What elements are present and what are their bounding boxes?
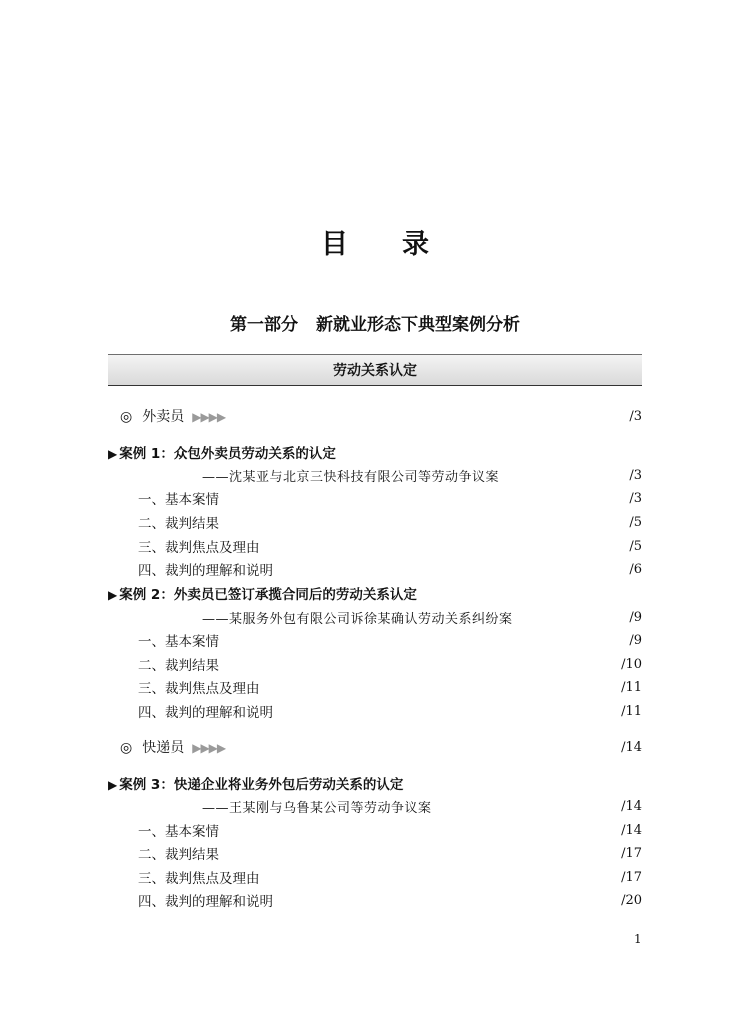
- toc-item[interactable]: [108, 866, 642, 888]
- item-label: 一、基本案情: [138, 492, 219, 508]
- page-number: /3: [629, 408, 642, 424]
- case-title: 案例 1：众包外卖员劳动关系的认定: [119, 446, 336, 462]
- case-subtitle: ——某服务外包有限公司诉徐某确认劳动关系纠纷案: [202, 611, 513, 627]
- page-number: /14: [621, 739, 642, 755]
- double-circle-icon: ◎: [120, 409, 133, 425]
- toc-case-1[interactable]: [108, 441, 642, 463]
- toc-case-3-subtitle[interactable]: [108, 795, 642, 817]
- toc-case-2-subtitle[interactable]: [108, 606, 642, 628]
- item-label: 一、基本案情: [138, 634, 219, 650]
- case-subtitle: ——沈某亚与北京三快科技有限公司等劳动争议案: [202, 469, 500, 485]
- toc-item[interactable]: [108, 842, 642, 864]
- toc-item[interactable]: [108, 653, 642, 675]
- toc-item[interactable]: [108, 535, 642, 557]
- section-name: 劳动关系认定: [333, 363, 417, 379]
- title-char-1: 目: [321, 229, 348, 260]
- triangle-right-icon: ▶: [108, 778, 118, 792]
- page-number: /5: [629, 538, 642, 554]
- item-label: 四、裁判的理解和说明: [138, 563, 273, 579]
- page-number: /20: [621, 892, 642, 908]
- item-label: 三、裁判焦点及理由: [138, 681, 260, 697]
- case-title: 案例 2：外卖员已签订承揽合同后的劳动关系认定: [119, 587, 417, 603]
- item-label: 四、裁判的理解和说明: [138, 894, 273, 910]
- triangle-right-icon: ▶: [108, 588, 118, 602]
- folio-page-number: 1: [634, 932, 642, 946]
- toc-group-delivery-rider[interactable]: [108, 405, 642, 427]
- arrow-triangles-icon: ▶▶▶▶: [192, 410, 226, 424]
- toc-item[interactable]: [108, 629, 642, 651]
- item-label: 四、裁判的理解和说明: [138, 705, 273, 721]
- page-number: /11: [621, 703, 642, 719]
- double-circle-icon: ◎: [120, 740, 133, 756]
- page-number: /9: [629, 632, 642, 648]
- case-subtitle: ——王某刚与乌鲁某公司等劳动争议案: [202, 800, 432, 816]
- toc-item[interactable]: [108, 819, 642, 841]
- item-label: 二、裁判结果: [138, 847, 219, 863]
- page-title: [0, 222, 750, 261]
- item-label: 二、裁判结果: [138, 516, 219, 532]
- page-number: /9: [629, 609, 642, 625]
- toc-item[interactable]: [108, 676, 642, 698]
- toc-item[interactable]: [108, 889, 642, 911]
- page-number: /6: [629, 561, 642, 577]
- page-number: /3: [629, 490, 642, 506]
- page-number: /17: [621, 845, 642, 861]
- title-char-2: 录: [402, 229, 429, 260]
- page-number: /17: [621, 869, 642, 885]
- page-number: /14: [621, 798, 642, 814]
- arrow-triangles-icon: ▶▶▶▶: [192, 741, 226, 755]
- part-name: 新就业形态下典型案例分析: [316, 315, 520, 335]
- part-label: 第一部分: [230, 315, 298, 335]
- group-name: 快递员: [142, 740, 185, 756]
- page-number: /5: [629, 514, 642, 530]
- section-banner: [108, 354, 642, 386]
- toc-group-courier[interactable]: [108, 736, 642, 758]
- item-label: 一、基本案情: [138, 824, 219, 840]
- case-title: 案例 3：快递企业将业务外包后劳动关系的认定: [119, 777, 404, 793]
- page-number: /3: [629, 467, 642, 483]
- toc-case-1-subtitle[interactable]: [108, 464, 642, 486]
- toc-item[interactable]: [108, 511, 642, 533]
- item-label: 三、裁判焦点及理由: [138, 871, 260, 887]
- toc-item[interactable]: [108, 558, 642, 580]
- page-number: /11: [621, 679, 642, 695]
- item-label: 三、裁判焦点及理由: [138, 540, 260, 556]
- toc-case-3[interactable]: [108, 772, 642, 794]
- part-heading: [0, 310, 750, 335]
- item-label: 二、裁判结果: [138, 658, 219, 674]
- group-name: 外卖员: [142, 409, 185, 425]
- page-number: /10: [621, 656, 642, 672]
- toc-item[interactable]: [108, 700, 642, 722]
- toc-item[interactable]: [108, 487, 642, 509]
- page-number: /14: [621, 822, 642, 838]
- triangle-right-icon: ▶: [108, 447, 118, 461]
- toc-case-2[interactable]: [108, 582, 642, 604]
